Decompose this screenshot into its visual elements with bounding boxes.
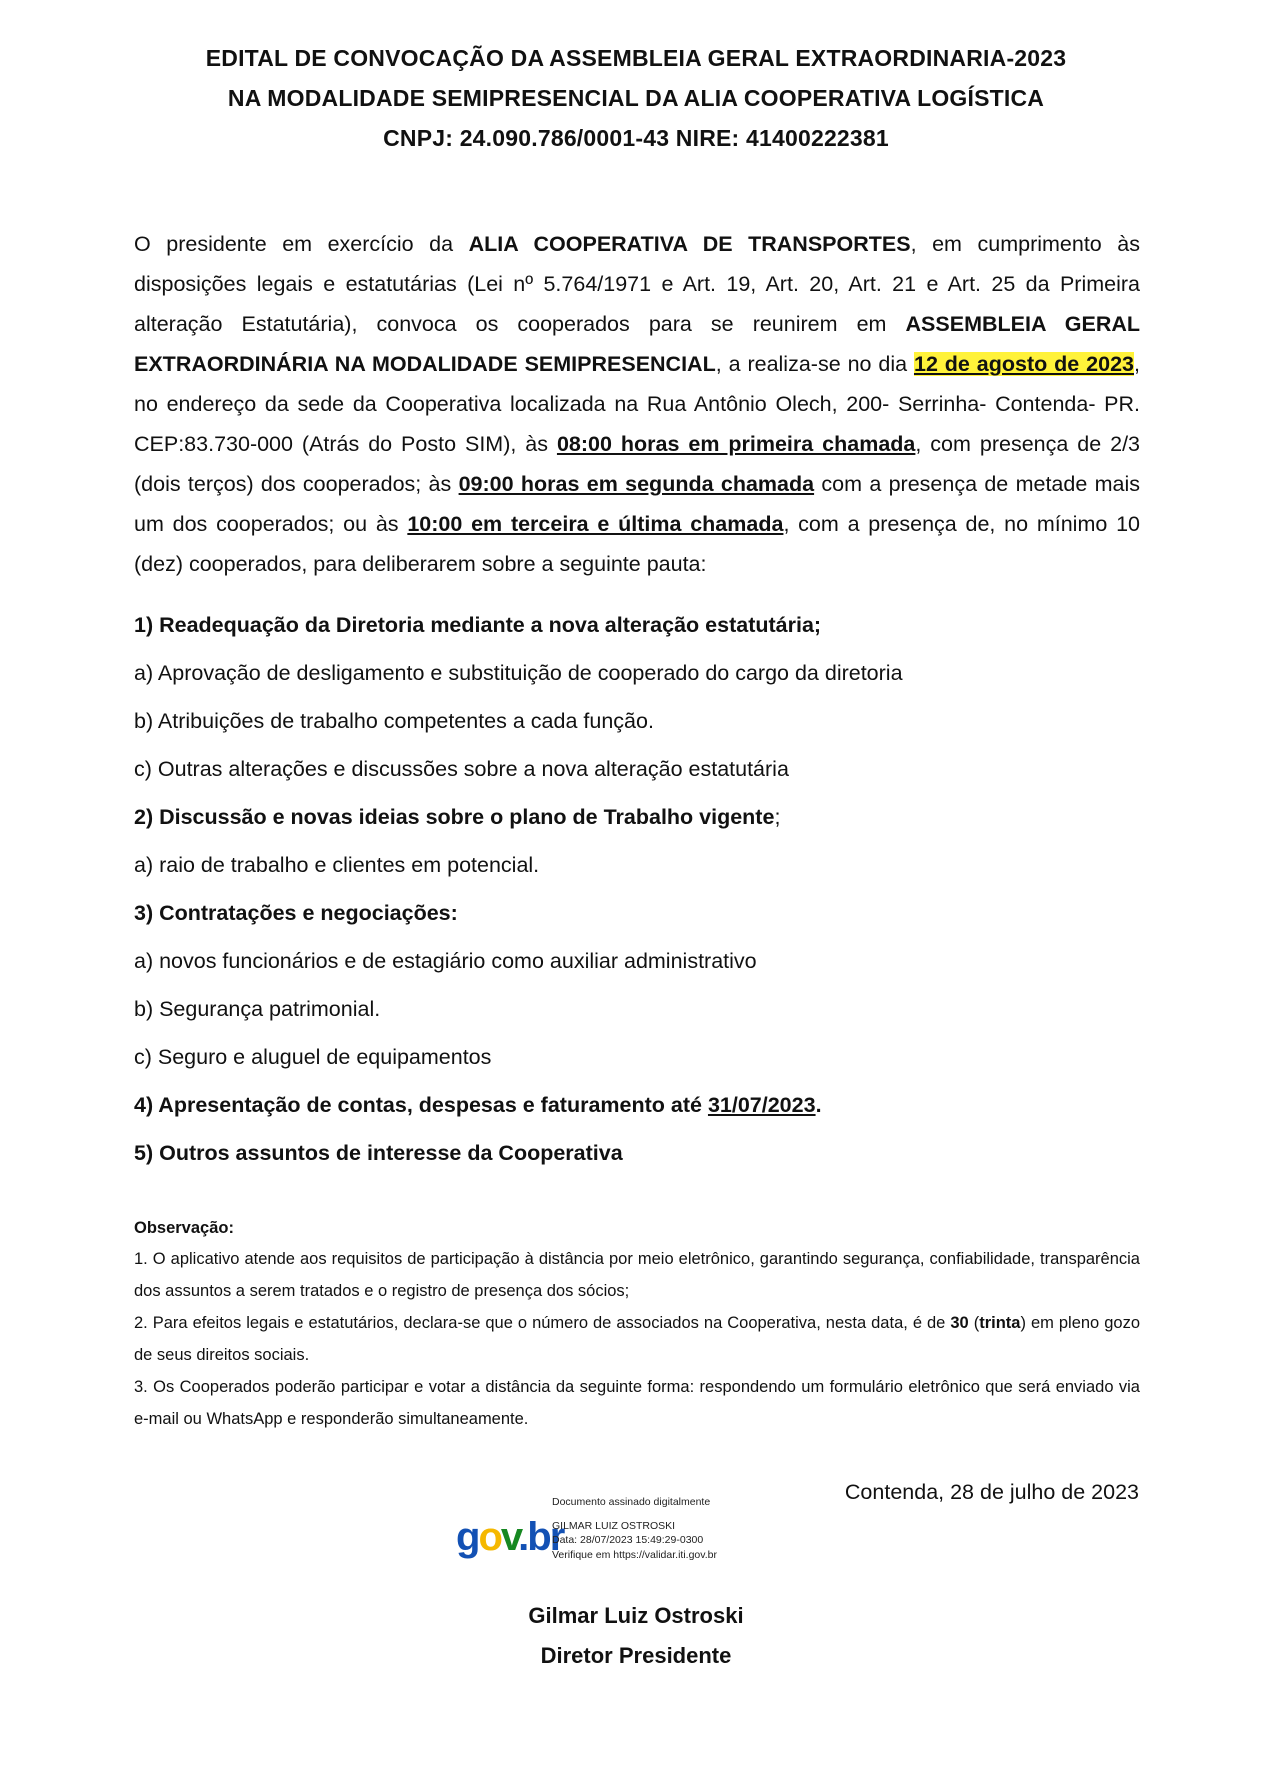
agenda-item-2-text: 2) Discussão e novas ideias sobre o plano de Trabalho vigente xyxy=(134,805,775,829)
body-text-2: , em cumprimento às disposições legais e estatutárias (Lei nº 5.764/1971 e Art. 19, Art. 20, Art. 21 e Art. 25 da Primeira alteração Estatutária), convoca os cooperados para se reunirem em xyxy=(134,232,1141,336)
agenda-item-3a: a) novos funcionários e de estagiário como auxiliar administrativo xyxy=(134,949,757,973)
agenda-item-3: 3) Contratações e negociações: xyxy=(134,901,458,925)
observation-note-2-text-c: ) em pleno gozo de seus direitos sociais. xyxy=(134,1314,1140,1364)
assembly-name: ASSEMBLEIA GERAL EXTRAORDINÁRIA NA MODALIDADE SEMIPRESENCIAL xyxy=(134,312,1141,376)
place-and-date: Contenda, 28 de julho de 2023 xyxy=(844,1480,1139,1504)
observation-section xyxy=(134,1213,1140,1435)
observation-note-2 xyxy=(134,1307,1140,1371)
body-text-1: O presidente em exercício da xyxy=(134,232,469,256)
observation-note-2-text-a: 2. Para efeitos legais e estatutários, declara-se que o número de associados na Cooperativa, nesta data, é de xyxy=(134,1314,951,1332)
agenda-item-2 xyxy=(134,793,1140,841)
agenda-item-2a: a) raio de trabalho e clientes em potencial. xyxy=(134,853,540,877)
agenda-item-5: 5) Outros assuntos de interesse da Cooperativa xyxy=(134,1141,623,1165)
observation-title: Observação: xyxy=(134,1219,234,1237)
body-text-7: , com a presença de, no mínimo 10 (dez) cooperados, para deliberarem sobre a seguinte pauta: xyxy=(134,512,1141,576)
third-call-time: 10:00 em terceira e última chamada xyxy=(407,512,784,536)
agenda-item-4-text: 4) Apresentação de contas, despesas e faturamento até xyxy=(134,1093,708,1117)
observation-note-1: 1. O aplicativo atende aos requisitos de participação à distância por meio eletrônico, garantindo segurança, confiabilidade, transparência dos assuntos a serem tratados e o registro de presença dos sócios; xyxy=(134,1250,1140,1300)
document-header xyxy=(0,38,1272,158)
body-text-5: , com presença de 2/3 (dois terços) dos cooperados; às xyxy=(134,432,1141,496)
digital-signature-details xyxy=(552,1495,717,1562)
stamp-signed-label: Documento assinado digitalmente xyxy=(552,1496,711,1508)
digital-signature-stamp xyxy=(456,1495,776,1565)
convocation-paragraph xyxy=(134,224,1140,584)
agenda-item-1: 1) Readequação da Diretoria mediante a nova alteração estatutária; xyxy=(134,613,822,637)
cooperative-name: ALIA COOPERATIVA DE TRANSPORTES xyxy=(468,232,911,256)
agenda-item-4-date: 31/07/2023 xyxy=(707,1093,816,1117)
agenda-item-4-end: . xyxy=(815,1093,822,1117)
observation-note-2-text-b: ( xyxy=(968,1314,980,1332)
agenda-item-3c: c) Seguro e aluguel de equipamentos xyxy=(134,1045,492,1069)
assembly-date-highlight: 12 de agosto de 2023 xyxy=(913,352,1134,376)
agenda-item-2-end: ; xyxy=(774,805,781,829)
agenda-list xyxy=(134,601,1140,1177)
first-call-time: 08:00 horas em primeira chamada xyxy=(556,432,916,456)
stamp-verify-url: Verifique em https://validar.iti.gov.br xyxy=(552,1548,717,1561)
observation-note-3: 3. Os Cooperados poderão participar e votar a distância da seguinte forma: respondendo um formulário eletrônico que será enviado via e-mail ou WhatsApp e responderão simultaneamente. xyxy=(134,1378,1140,1428)
observation-note-2-word: trinta xyxy=(979,1314,1021,1332)
signature-block xyxy=(0,1596,1272,1676)
agenda-item-3b: b) Segurança patrimonial. xyxy=(134,997,381,1021)
signer-role: Diretor Presidente xyxy=(540,1643,732,1668)
header-title-line-1: EDITAL DE CONVOCAÇÃO DA ASSEMBLEIA GERAL EXTRAORDINARIA-2023 xyxy=(205,45,1067,71)
stamp-signed-date: Data: 28/07/2023 15:49:29-0300 xyxy=(552,1534,704,1546)
stamp-signer-name: GILMAR LUIZ OSTROSKI xyxy=(552,1519,676,1532)
agenda-item-1a: a) Aprovação de desligamento e substituição de cooperado do cargo da diretoria xyxy=(134,661,903,685)
observation-note-2-number: 30 xyxy=(950,1314,969,1332)
body-text-4: , no endereço da sede da Cooperativa localizada na Rua Antônio Olech, 200- Serrinha- Contenda- PR. CEP:83.730-000 (Atrás do Posto SIM), às xyxy=(134,352,1140,456)
body-text-3: , a realiza-se no dia xyxy=(715,352,914,376)
agenda-item-4 xyxy=(134,1081,1140,1129)
body-text-6: com a presença de metade mais um dos cooperados; ou às xyxy=(134,472,1140,536)
header-title-line-2: NA MODALIDADE SEMIPRESENCIAL DA ALIA COOPERATIVA LOGÍSTICA xyxy=(227,85,1045,111)
second-call-time: 09:00 horas em segunda chamada xyxy=(458,472,815,496)
signer-name: Gilmar Luiz Ostroski xyxy=(528,1603,744,1628)
govbr-logo: gov.br xyxy=(456,1515,564,1559)
agenda-item-1c: c) Outras alterações e discussões sobre a nova alteração estatutária xyxy=(134,757,789,781)
header-cnpj-line: CNPJ: 24.090.786/0001-43 NIRE: 41400222381 xyxy=(383,125,889,151)
agenda-item-1b: b) Atribuições de trabalho competentes a cada função. xyxy=(134,709,654,733)
